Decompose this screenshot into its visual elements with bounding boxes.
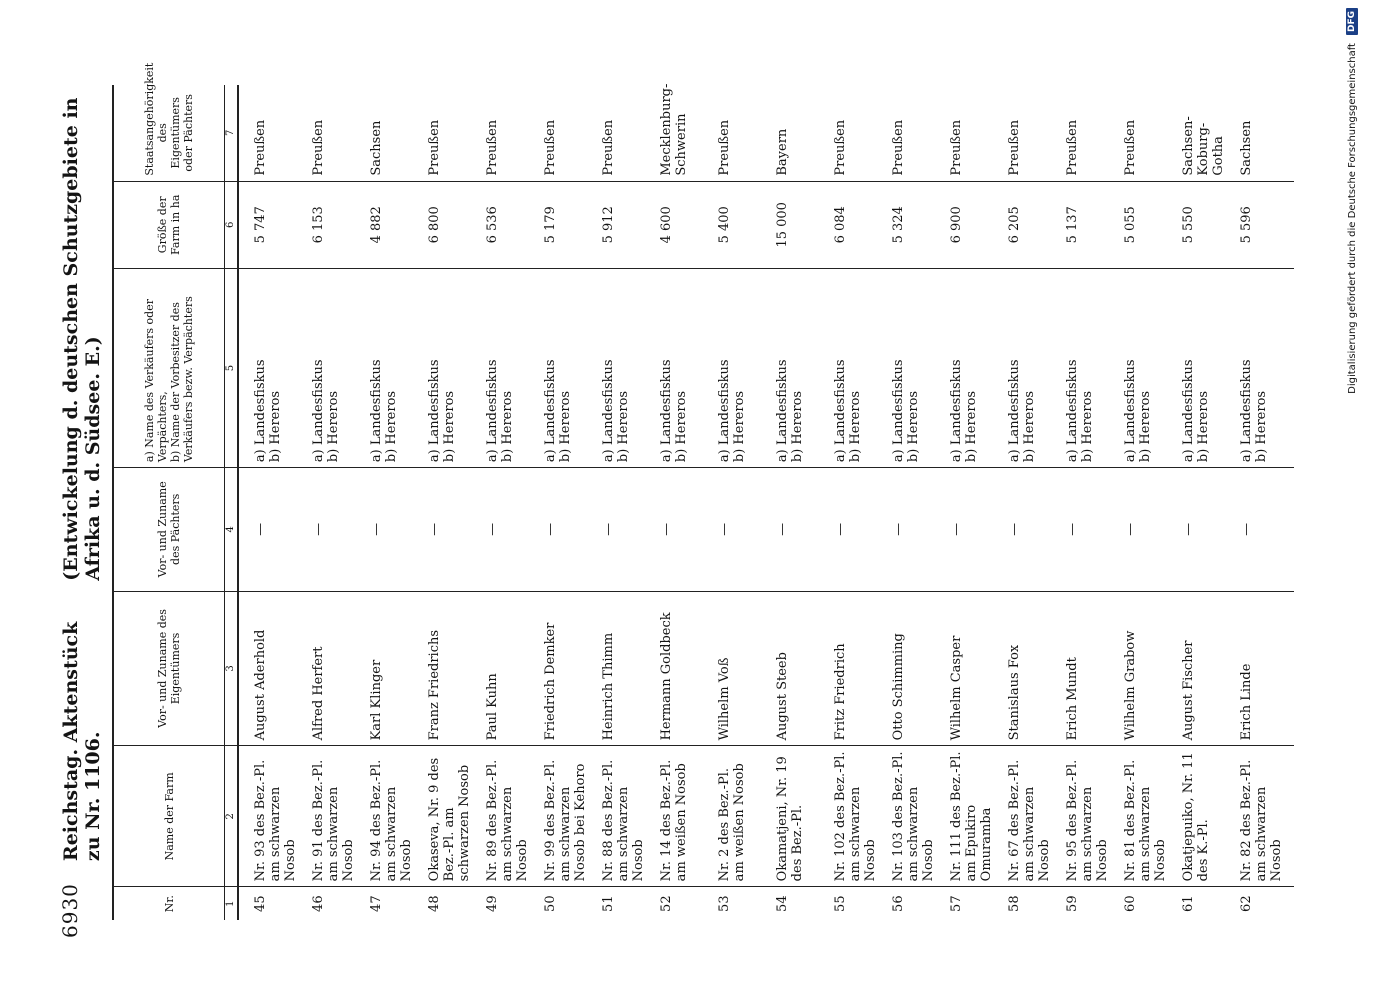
cell-lessee: — [366, 468, 424, 591]
previous-owner: b) Hereros [964, 390, 979, 463]
column-number: 1 [225, 887, 239, 920]
cell-nr: 54 [775, 895, 790, 912]
cell-owner: Wilhelm Casper [946, 591, 1004, 746]
cell-nr: 59 [1065, 895, 1080, 912]
cell-owner: August Aderhold [238, 591, 308, 746]
cell-lessee: — [772, 468, 830, 591]
cell-farm-name: Nr. 67 des Bez.-Pl. am schwarzen Nosob [1004, 746, 1062, 887]
cell-owner: Alfred Herfert [308, 591, 366, 746]
digitization-note: Digitalisierung gefördert durch die Deutsche Forschungsgemeinschaft [1346, 43, 1358, 394]
cell-size: 5 912 [598, 181, 656, 268]
cell-size: 6 153 [308, 181, 366, 268]
page-number: 6930 [58, 883, 82, 938]
cell-nationality: Sachsen [1236, 85, 1294, 181]
table-row [424, 85, 482, 920]
seller-name: a) Landesfiskus [601, 359, 616, 463]
document-title: Reichstag. Aktenstück zu Nr. 1106. [60, 621, 104, 862]
previous-owner: b) Hereros [1138, 390, 1153, 463]
cell-seller [946, 268, 1004, 467]
cell-seller [830, 268, 888, 467]
seller-name: a) Landesfiskus [1065, 359, 1080, 463]
cell-seller [656, 268, 714, 467]
header-nr: Nr. [113, 887, 225, 920]
seller-name: a) Landesfiskus [427, 359, 442, 463]
cell-owner: Stanislaus Fox [1004, 591, 1062, 746]
cell-farm-name: Nr. 91 des Bez.-Pl. am schwarzen Nosob [308, 746, 366, 887]
cell-nationality: Bayern [772, 85, 830, 181]
table-row [308, 85, 366, 920]
digitization-footer [1340, 0, 1364, 1000]
cell-nr: 58 [1007, 895, 1022, 912]
cell-lessee: — [946, 468, 1004, 591]
cell-farm-name: Nr. 93 des Bez.-Pl. am schwarzen Nosob [238, 746, 308, 887]
table-row [1120, 85, 1178, 920]
cell-lessee: — [830, 468, 888, 591]
cell-seller [772, 268, 830, 467]
cell-lessee: — [482, 468, 540, 591]
cell-seller [1236, 268, 1294, 467]
table-row [598, 85, 656, 920]
cell-owner: Erich Linde [1236, 591, 1294, 746]
header-seller [113, 268, 225, 467]
cell-size: 6 536 [482, 181, 540, 268]
previous-owner: b) Hereros [1196, 390, 1211, 463]
cell-lessee: — [1236, 468, 1294, 591]
table-header-row [113, 85, 225, 920]
cell-nationality: Preußen [946, 85, 1004, 181]
seller-name: a) Landesfiskus [833, 359, 848, 463]
cell-farm-name: Nr. 99 des Bez.-Pl. am schwarzen Nosob bei Kehoro [540, 746, 598, 887]
table-row [482, 85, 540, 920]
cell-size: 6 084 [830, 181, 888, 268]
seller-name: a) Landesfiskus [485, 359, 500, 463]
table-row [1062, 85, 1120, 920]
cell-farm-name: Nr. 95 des Bez.-Pl. am schwarzen Nosob [1062, 746, 1120, 887]
table-row [772, 85, 830, 920]
column-number: 2 [225, 746, 239, 887]
cell-nr: 60 [1123, 895, 1138, 912]
previous-owner: b) Hereros [384, 390, 399, 463]
cell-owner: Karl Klinger [366, 591, 424, 746]
cell-farm-name: Nr. 103 des Bez.-Pl. am schwarzen Nosob [888, 746, 946, 887]
previous-owner: b) Hereros [848, 390, 863, 463]
cell-size: 5 324 [888, 181, 946, 268]
cell-nationality: Preußen [714, 85, 772, 181]
cell-nationality: Preußen [830, 85, 888, 181]
cell-nationality: Preußen [1062, 85, 1120, 181]
cell-seller [238, 268, 308, 467]
table-row [888, 85, 946, 920]
seller-name: a) Landesfiskus [891, 359, 906, 463]
seller-name: a) Landesfiskus [659, 359, 674, 463]
table-row [656, 85, 714, 920]
cell-owner: Erich Mundt [1062, 591, 1120, 746]
cell-seller [1120, 268, 1178, 467]
header-seller-a: a) Name des Verkäufers oder Verpächters, [143, 299, 169, 463]
cell-farm-name: Nr. 2 des Bez.-Pl. am weißen Nosob [714, 746, 772, 887]
cell-farm-name: Nr. 88 des Bez.-Pl. am schwarzen Nosob [598, 746, 656, 887]
seller-name: a) Landesfiskus [1181, 359, 1196, 463]
previous-owner: b) Hereros [500, 390, 515, 463]
cell-farm-name: Nr. 82 des Bez.-Pl. am schwarzen Nosob [1236, 746, 1294, 887]
cell-nr: 56 [891, 895, 906, 912]
cell-lessee: — [238, 468, 308, 591]
cell-lessee: — [1178, 468, 1236, 591]
previous-owner: b) Hereros [732, 390, 747, 463]
cell-farm-name: Nr. 94 des Bez.-Pl. am schwarzen Nosob [366, 746, 424, 887]
previous-owner: b) Hereros [616, 390, 631, 463]
column-number: 4 [225, 468, 239, 591]
column-number: 5 [225, 268, 239, 467]
column-number-row [225, 85, 239, 920]
cell-lessee: — [540, 468, 598, 591]
previous-owner: b) Hereros [558, 390, 573, 463]
cell-nationality: Preußen [888, 85, 946, 181]
cell-nr: 46 [311, 895, 326, 912]
cell-farm-name: Okaseva, Nr. 9 des Bez.-Pl. am schwarzen Nosob [424, 746, 482, 887]
cell-nr: 49 [485, 895, 500, 912]
cell-farm-name: Nr. 14 des Bez.-Pl. am weißen Nosob [656, 746, 714, 887]
cell-owner: Heinrich Thimm [598, 591, 656, 746]
previous-owner: b) Hereros [906, 390, 921, 463]
cell-nr: 52 [659, 895, 674, 912]
document-subtitle: (Entwickelung d. deutschen Schutzgebiete in Afrika u. d. Südsee. E.) [60, 97, 104, 581]
cell-size: 6 205 [1004, 181, 1062, 268]
previous-owner: b) Hereros [442, 390, 457, 463]
table-row [1236, 85, 1294, 920]
cell-seller [540, 268, 598, 467]
table-body [238, 85, 1294, 920]
cell-nationality: Preußen [598, 85, 656, 181]
seller-name: a) Landesfiskus [543, 359, 558, 463]
cell-nationality: Preußen [482, 85, 540, 181]
cell-nr: 61 [1181, 895, 1196, 912]
header-lessee: Vor- und Zuname des Pächters [113, 468, 225, 591]
cell-nr: 51 [601, 895, 616, 912]
column-number: 6 [225, 181, 239, 268]
cell-nr: 57 [949, 895, 964, 912]
cell-owner: Wilhelm Grabow [1120, 591, 1178, 746]
cell-size: 5 179 [540, 181, 598, 268]
cell-size: 15 000 [772, 181, 830, 268]
table-row [1178, 85, 1236, 920]
seller-name: a) Landesfiskus [253, 359, 268, 463]
seller-name: a) Landesfiskus [1007, 359, 1022, 463]
cell-farm-name: Okamatjeni, Nr. 19 des Bez.-Pl. [772, 746, 830, 887]
cell-nr: 55 [833, 895, 848, 912]
cell-owner: Paul Kuhn [482, 591, 540, 746]
cell-seller [598, 268, 656, 467]
cell-nr: 45 [253, 895, 268, 912]
header-nationality: Staatsangehörigkeit des Eigentümers oder Pächters [113, 85, 225, 181]
cell-seller [482, 268, 540, 467]
cell-owner: Fritz Friedrich [830, 591, 888, 746]
farm-register-table [112, 62, 1294, 920]
table-row [366, 85, 424, 920]
table-row [238, 85, 308, 920]
cell-seller [888, 268, 946, 467]
column-number: 3 [225, 591, 239, 746]
header-size: Größe der Farm in ha [113, 181, 225, 268]
seller-name: a) Landesfiskus [717, 359, 732, 463]
cell-nr: 47 [369, 895, 384, 912]
cell-lessee: — [714, 468, 772, 591]
cell-size: 5 747 [238, 181, 308, 268]
cell-lessee: — [1004, 468, 1062, 591]
cell-seller [308, 268, 366, 467]
cell-lessee: — [1062, 468, 1120, 591]
column-number: 7 [225, 85, 239, 181]
cell-farm-name: Nr. 81 des Bez.-Pl. am schwarzen Nosob [1120, 746, 1178, 887]
seller-name: a) Landesfiskus [311, 359, 326, 463]
cell-owner: Friedrich Demker [540, 591, 598, 746]
seller-name: a) Landesfiskus [1239, 359, 1254, 463]
cell-owner: Hermann Goldbeck [656, 591, 714, 746]
cell-lessee: — [1120, 468, 1178, 591]
cell-nationality: Preußen [1120, 85, 1178, 181]
cell-seller [366, 268, 424, 467]
cell-owner: Otto Schimming [888, 591, 946, 746]
cell-seller [424, 268, 482, 467]
table-row [540, 85, 598, 920]
cell-size: 5 550 [1178, 181, 1236, 268]
page-header [58, 60, 104, 938]
table-row [1004, 85, 1062, 920]
cell-size: 5 055 [1120, 181, 1178, 268]
previous-owner: b) Hereros [1080, 390, 1095, 463]
dfg-logo: DFG [1346, 8, 1358, 35]
previous-owner: b) Hereros [1022, 390, 1037, 463]
cell-nationality: Mecklenburg-Schwerin [656, 85, 714, 181]
cell-nationality: Preußen [308, 85, 366, 181]
cell-nr: 50 [543, 895, 558, 912]
cell-farm-name: Nr. 102 des Bez.-Pl. am schwarzen Nosob [830, 746, 888, 887]
table-row [714, 85, 772, 920]
cell-size: 5 137 [1062, 181, 1120, 268]
cell-lessee: — [656, 468, 714, 591]
cell-owner: Franz Friedrichs [424, 591, 482, 746]
cell-nationality: Preußen [540, 85, 598, 181]
cell-nationality: Preußen [238, 85, 308, 181]
cell-size: 5 400 [714, 181, 772, 268]
cell-owner: August Fischer [1178, 591, 1236, 746]
cell-nationality: Sachsen-Koburg-Gotha [1178, 85, 1236, 181]
cell-seller [1062, 268, 1120, 467]
cell-nationality: Preußen [1004, 85, 1062, 181]
cell-lessee: — [308, 468, 366, 591]
table-row [946, 85, 1004, 920]
seller-name: a) Landesfiskus [949, 359, 964, 463]
cell-lessee: — [598, 468, 656, 591]
header-farm-name: Name der Farm [113, 746, 225, 887]
cell-nr: 48 [427, 895, 442, 912]
cell-lessee: — [424, 468, 482, 591]
cell-farm-name: Nr. 89 des Bez.-Pl. am schwarzen Nosob [482, 746, 540, 887]
previous-owner: b) Hereros [326, 390, 341, 463]
seller-name: a) Landesfiskus [369, 359, 384, 463]
previous-owner: b) Hereros [674, 390, 689, 463]
previous-owner: b) Hereros [268, 390, 283, 463]
cell-size: 6 900 [946, 181, 1004, 268]
cell-owner: August Steeb [772, 591, 830, 746]
cell-size: 5 596 [1236, 181, 1294, 268]
seller-name: a) Landesfiskus [1123, 359, 1138, 463]
cell-owner: Wilhelm Voß [714, 591, 772, 746]
cell-seller [1178, 268, 1236, 467]
cell-size: 6 800 [424, 181, 482, 268]
cell-seller [1004, 268, 1062, 467]
cell-nr: 53 [717, 895, 732, 912]
cell-lessee: — [888, 468, 946, 591]
cell-size: 4 600 [656, 181, 714, 268]
cell-nationality: Preußen [424, 85, 482, 181]
cell-seller [714, 268, 772, 467]
cell-farm-name: Nr. 111 des Bez.-Pl. am Epukiro Omuramba [946, 746, 1004, 887]
cell-farm-name: Okatjepuiko, Nr. 11 des K.-Pl. [1178, 746, 1236, 887]
header-owner: Vor- und Zuname des Eigentümers [113, 591, 225, 746]
seller-name: a) Landesfiskus [775, 359, 790, 463]
cell-nr: 62 [1239, 895, 1254, 912]
cell-nationality: Sachsen [366, 85, 424, 181]
cell-size: 4 882 [366, 181, 424, 268]
header-seller-b: b) Name der Vorbesitzer des Verkäufers bezw. Verpächters [169, 296, 195, 463]
table-row [830, 85, 888, 920]
previous-owner: b) Hereros [1254, 390, 1269, 463]
previous-owner: b) Hereros [790, 390, 805, 463]
